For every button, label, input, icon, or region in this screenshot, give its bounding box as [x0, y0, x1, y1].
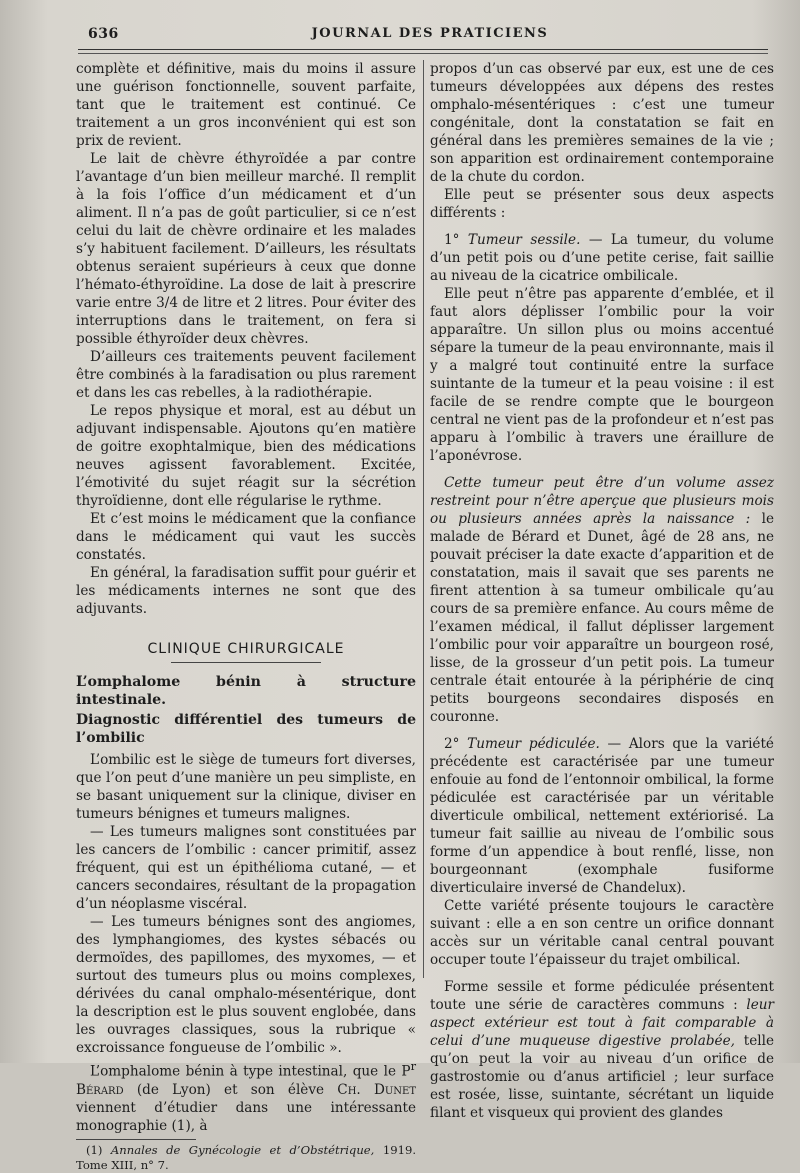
italic-run: Cette tumeur peut être d’un volume assez restreint pour n’être aperçue que plusieurs mois ou plusieurs années après la naissance :	[430, 475, 774, 527]
footnote	[76, 1143, 416, 1173]
paragraph: Le lait de chèvre éthyroïdée a par contre l’avantage d’un bien meilleur marché. Il remplit à la fois l’office d’un médicament et d’un aliment. Il n’a pas de goût particulier, si ce n’est celui du lait de chèvre ordinaire et les malades s’y habituent facilement. D’ailleurs, les résultats obtenus seraient supérieurs à ceux que donne l’hémato-éthyroïdine. La dose de lait à prescrire varie entre 3/4 de litre et 2 litres. Pour éviter des interruptions dans le traitement, on fera si possible éthyroïder deux chèvres.	[76, 151, 417, 347]
paragraph: — Les tumeurs bénignes sont des angiomes, des lymphangiomes, des kystes sébacés ou dermoïdes, des papillomes, des myxomes, — et surtout des tumeurs plus ou moins complexes, dérivées du canal omphalo-mésentérique, dont la description est le plus souvent englobée, dans les ouvrages classiques, sous la rubrique « excroissance fongueuse de l’ombilic ».	[76, 914, 416, 1056]
paragraph: Elle peut n’être pas apparente d’emblée, et il faut alors déplisser l’ombilic pour la voir apparaître. Un sillon plus ou moins accentué sépare la tumeur de la peau environnante, mais il y a malgré tout continuité entre la surface suintante de la tumeur et la peau voisine : il est facile de se rendre compte que le bourgeon central ne vient pas de la profondeur et n’est pas apparu à l’ombilic à travers une éraillure de l’aponévrose.	[430, 286, 774, 464]
header-rule-thin	[78, 53, 768, 54]
article-title: L’omphalome bénin à structure intestinale.	[76, 674, 416, 708]
superscript: r	[410, 1059, 416, 1073]
subheading: Tumeur pédiculée.	[467, 736, 600, 752]
section-divider	[171, 662, 321, 663]
author-name: Bérard	[76, 1081, 124, 1098]
paragraph: — Les tumeurs malignes sont constituées par les cancers de l’ombilic : cancer primitif, assez fréquent, qui est un épithélioma cutané, — et cancers secondaires, résultant de la propagation d’un néoplasme viscéral.	[76, 824, 416, 912]
footnote-divider	[76, 1139, 196, 1140]
text-run: Forme sessile et forme pédiculée présentent toute une série de caractères communs :	[430, 979, 774, 1013]
paragraph: Le repos physique et moral, est au début un adjuvant indispensable. Ajoutons qu’en matière de goitre exophtalmique, bien des médications neuves agissent favorablement. Excitée, l’émotivité du sujet réagit sur la sécrétion thyroïdienne, dont elle régularise le rythme.	[76, 403, 416, 509]
text-run: (de Lyon) et son élève	[136, 1081, 325, 1098]
page-number: 636	[88, 26, 119, 42]
paragraph: En général, la faradisation suffit pour guérir et les médicaments internes ne sont que des adjuvants.	[76, 565, 416, 617]
paragraph	[76, 1057, 416, 1135]
paragraph	[430, 231, 774, 285]
paragraph	[430, 978, 774, 1122]
paragraph	[430, 735, 774, 897]
column-separator	[423, 60, 424, 978]
paragraph: D’ailleurs ces traitements peuvent facilement être combinés à la faradisation ou plus rarement et dans les cas rebelles, à la radiothérapie.	[76, 349, 416, 401]
author-name: Ch. Dunet	[337, 1081, 417, 1098]
paragraph: Et c’est moins le médicament que la confiance dans le médicament qui vaut les succès constatés.	[76, 511, 416, 563]
journal-title: JOURNAL DES PRATICIENS	[311, 26, 549, 41]
text-run: — La tumeur, du volume d’un petit pois ou d’une petite cerise, fait saillie au niveau de la cicatrice ombilicale.	[430, 232, 774, 284]
text-run: — Alors que la variété précédente est caractérisée par une tumeur enfouie au fond de l’entonnoir ombilical, la forme pédiculée est caractérisée par un véritable diverticule ombilical, nettement extériorisé. La tumeur fait saillie au niveau de l’ombilic sous forme d’un appendice à bout renflé, lisse, non bourgeonnant (exomphale fusiforme diverticulaire inversé de Chandelux).	[430, 736, 774, 896]
section-heading: CLINIQUE CHIRURGICALE	[147, 641, 345, 657]
list-number: 1°	[444, 232, 460, 248]
subheading: Tumeur sessile.	[467, 232, 581, 248]
header-rule	[78, 49, 768, 50]
paragraph	[430, 474, 774, 726]
list-number: 2°	[444, 736, 460, 752]
italic-run: leur aspect extérieur est tout à fait comparable à celui d’une muqueuse digestive prolabée,	[430, 997, 775, 1049]
text-run: le malade de Bérard et Dunet, âgé de 28 ans, ne pouvait préciser la date exacte d’apparition et de constatation, mais il savait que ses parents ne firent attention à sa tumeur ombilicale qu’au cours de sa première enfance. Au cours même de l’examen médical, il fallut déplisser largement l’ombilic pour voir apparaître un bourgeon rosé, lisse, de la grosseur d’un petit pois. La tumeur centrale était entourée à la périphérie de cinq petits bourgeons secondaires disposés en couronne.	[430, 511, 775, 725]
footnote-number: (1)	[86, 1142, 103, 1157]
footnote-source: Annales de Gynécologie et d’Obstétrique,	[110, 1142, 375, 1157]
right-column	[430, 60, 774, 1122]
left-column	[76, 60, 416, 1173]
paragraph: Elle peut se présenter sous deux aspects différents :	[430, 187, 774, 221]
paragraph: complète et définitive, mais du moins il assure une guérison fonctionnelle, souvent parfaite, tant que le traitement est continué. Ce traitement a un gros inconvénient qui est son prix de revient.	[76, 61, 416, 149]
text-run: L’omphalome bénin à type intestinal, que le P	[90, 1063, 411, 1080]
text-run: telle qu’on peut la voir au niveau d’un orifice de gastrostomie ou d’anus artificiel ; leur surface est rosée, lisse, suintante, sécrétant un liquide filant et visqueux qui provient des glandes	[430, 1033, 774, 1121]
text-run: viennent d’étudier dans une intéressante monographie (1), à	[76, 1099, 416, 1134]
footnote-detail: 1919. Tome XIII, n° 7.	[76, 1142, 417, 1172]
paragraph: L’ombilic est le siège de tumeurs fort diverses, que l’on peut d’une manière un peu simpliste, en se basant uniquement sur la clinique, diviser en tumeurs bénignes et tumeurs malignes.	[76, 752, 416, 822]
paragraph: Cette variété présente toujours le caractère suivant : elle a en son centre un orifice donnant accès sur un véritable canal central pouvant occuper toute l’épaisseur du trajet ombilical.	[430, 898, 774, 968]
paragraph: propos d’un cas observé par eux, est une de ces tumeurs développées aux dépens des restes omphalo-mésentériques : c’est une tumeur congénitale, dont la constatation se fait en général dans les premières semaines de la vie ; son apparition est ordinairement contemporaine de la chute du cordon.	[430, 61, 774, 185]
page-header	[80, 22, 780, 46]
article-subtitle: Diagnostic différentiel des tumeurs de l’ombilic	[76, 712, 416, 746]
